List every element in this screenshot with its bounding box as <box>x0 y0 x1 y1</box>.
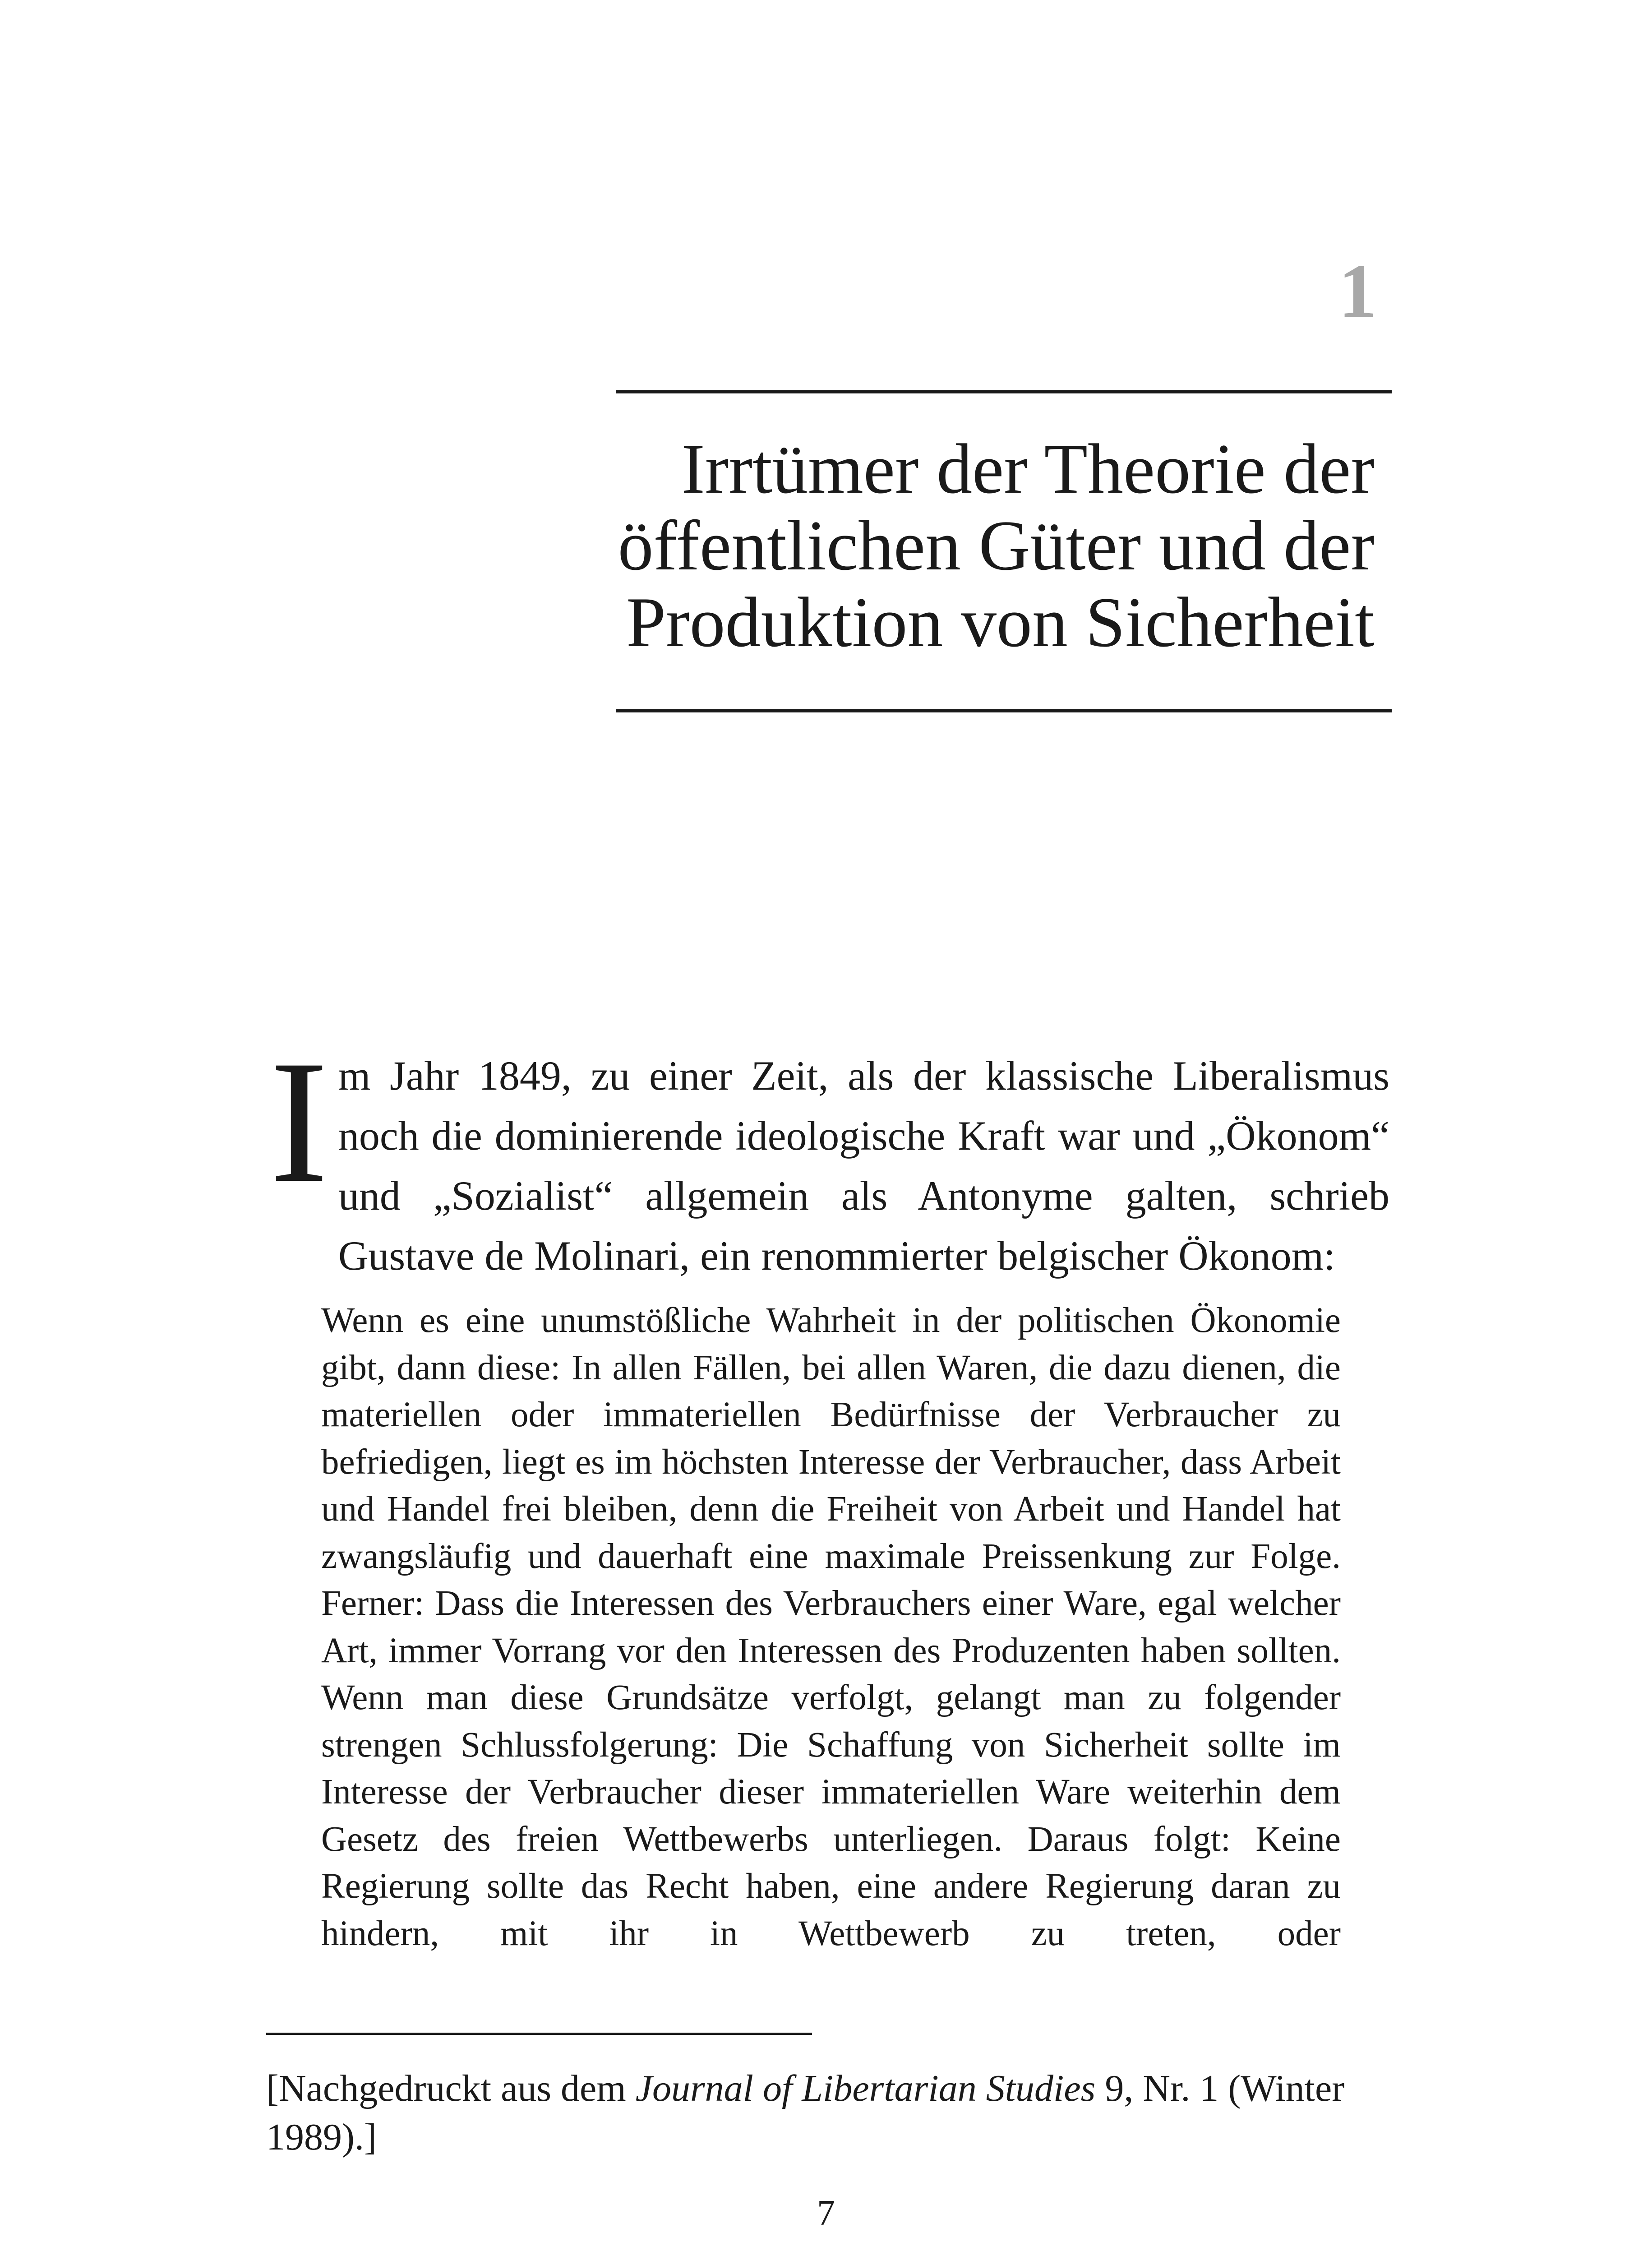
title-rule-bottom <box>616 709 1392 712</box>
footnote-rule <box>266 2033 812 2035</box>
footnote-prefix: [Nachgedruckt aus dem <box>266 2067 636 2109</box>
chapter-title <box>608 431 1375 661</box>
chapter-title-line: Produktion von Sicherheit <box>626 583 1375 662</box>
footnote-journal-title: Journal of Libertarian Studies <box>635 2067 1096 2109</box>
intro-text: m Jahr 1849, zu einer Zeit, als der klassische Liberalismus noch die dominierende ideologische Kraft war und „Ökonom“ und „Sozialist“ allgemein als Antonyme galten, schrieb Gustave de Molinari, ein renommierter belgischer Ökonom: <box>338 1053 1389 1279</box>
intro-paragraph <box>266 1024 1389 1286</box>
chapter-title-line: Irrtümer der Theorie der <box>681 430 1375 509</box>
page-number: 7 <box>817 2193 835 2233</box>
footnote <box>266 2064 1349 2162</box>
footnote-suffix: 9, Nr. 1 (Winter 1989).] <box>266 2067 1345 2158</box>
title-rule-top <box>616 390 1392 393</box>
drop-cap: I <box>270 1024 328 1219</box>
chapter-title-line: öffentlichen Güter und der <box>618 506 1375 585</box>
block-quote: Wenn es eine unumstößliche Wahrheit in der politischen Ökonomie gibt, dann diese: In allen Fällen, bei allen Waren, die dazu dienen, die materiellen oder immateriellen Bedürfnisse der Verbraucher zu befriedigen, liegt es im höchsten Interesse der Verbraucher, dass Arbeit und Handel frei bleiben, denn die Freiheit von Arbeit und Handel hat zwangsläufig und dauerhaft eine maximale Preissenkung zur Folge. Ferner: Dass die Interessen des Verbrauchers einer Ware, egal welcher Art, immer Vorrang vor den Interessen des Produzenten haben sollten. Wenn man diese Grundsätze verfolgt, gelangt man zu folgender strengen Schlussfolgerung: Die Schaffung von Sicherheit sollte im Interesse der Verbraucher dieser immateriellen Ware weiterhin dem Gesetz des freien Wettbewerbs unterliegen. Daraus folgt: Keine Regierung sollte das Recht haben, eine andere Regierung daran zu hindern, mit ihr in Wettbewerb zu treten, oder <box>321 1301 1341 1953</box>
chapter-number: 1 <box>1338 249 1377 333</box>
